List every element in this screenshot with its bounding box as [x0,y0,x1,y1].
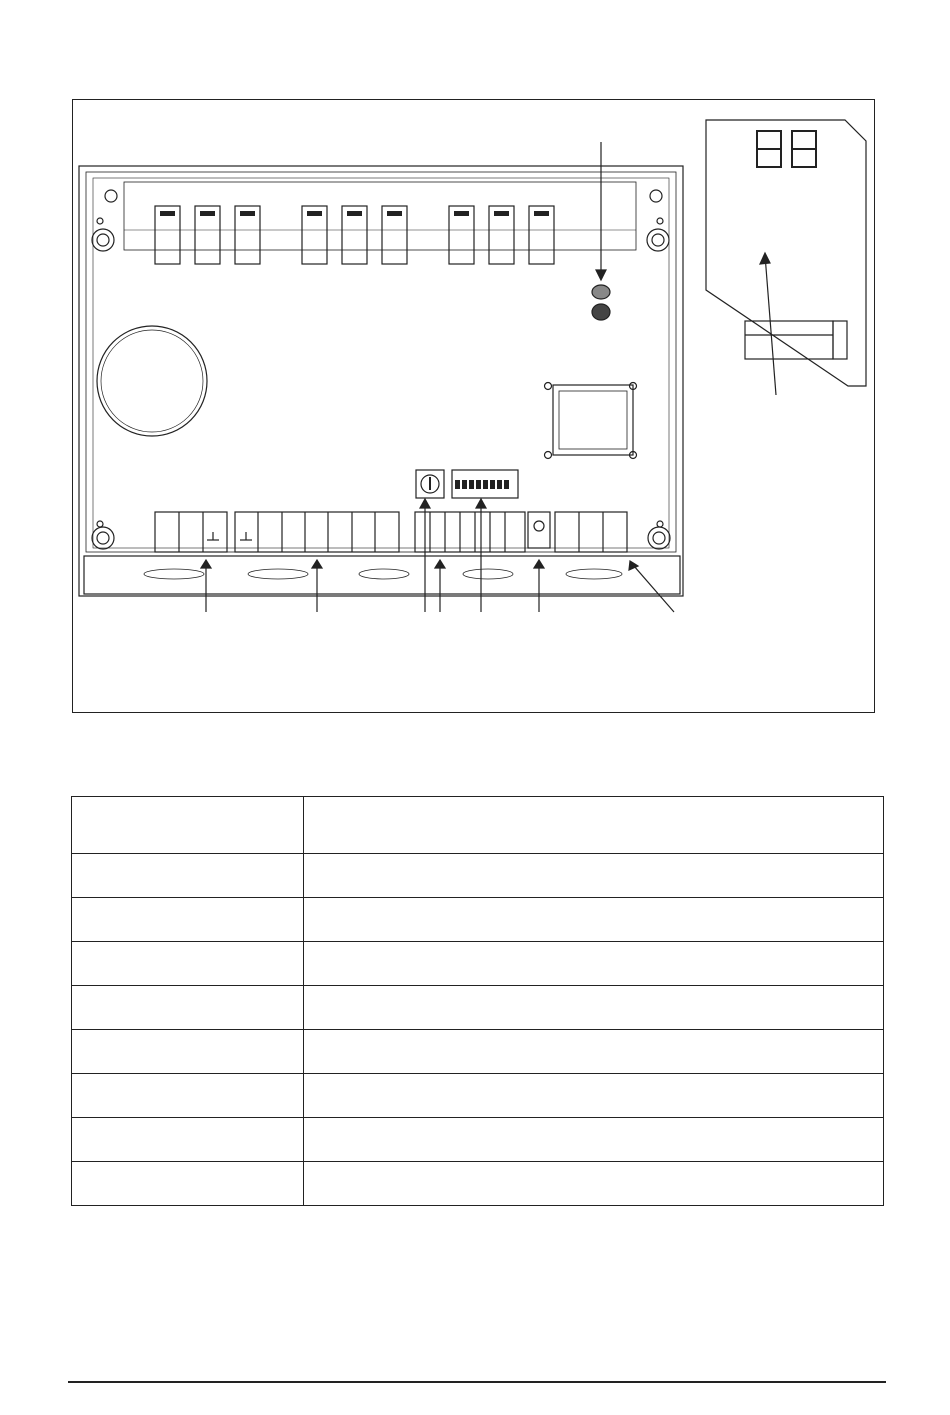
legend-description [304,942,884,986]
footer-rule [68,1381,886,1383]
legend-item [72,1162,304,1206]
legend-item [72,1074,304,1118]
table-row [72,986,884,1030]
table-row [72,1118,884,1162]
legend-item [72,1118,304,1162]
power-terminal-block [155,512,227,552]
legend-description [304,1074,884,1118]
display-board-pointer [765,255,776,395]
display-board [706,120,866,386]
dip-switch [452,470,518,498]
legend-header-row [72,797,884,854]
enclosure-housing [79,166,683,596]
relay-output-terminal-block [235,512,399,552]
extra-terminal-block [555,512,627,552]
mounting-holes [92,190,670,549]
rotary-switch [416,470,444,498]
table-row [72,854,884,898]
extra-terminal-pointer [634,566,674,612]
legend-item [72,898,304,942]
legend-item-header [72,797,304,854]
legend-item [72,986,304,1030]
table-row [72,1030,884,1074]
legend-description [304,1118,884,1162]
legend-description [304,854,884,898]
status-led [592,285,610,320]
table-row [72,1162,884,1206]
signal-terminal-block [415,512,525,552]
legend-item [72,942,304,986]
legend-description [304,1162,884,1206]
legend-item [72,854,304,898]
cable-knockout [97,326,207,436]
legend-description [304,1030,884,1074]
table-row [72,942,884,986]
fuse-holder [528,512,550,548]
table-row [72,898,884,942]
table-row [72,1074,884,1118]
legend-description [304,898,884,942]
legend-description-header [304,797,884,854]
legend-item [72,1030,304,1074]
top-relay-connectors [124,182,636,264]
legend-table [71,796,884,1206]
legend-description [304,986,884,1030]
microcontroller-chip [545,383,637,459]
seven-segment-display [757,131,816,167]
